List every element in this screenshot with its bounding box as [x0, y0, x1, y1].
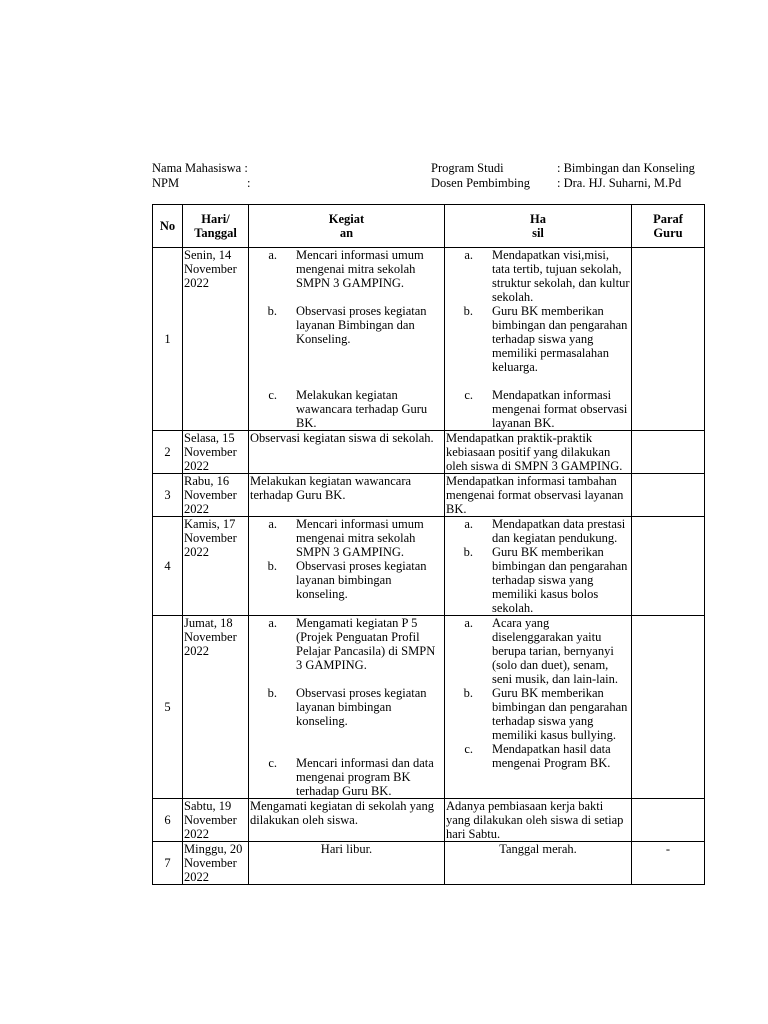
header-hasil: Ha sil	[445, 205, 632, 248]
row-date: Jumat, 18 November 2022	[183, 616, 249, 799]
header-hari-tanggal: Hari/ Tanggal	[183, 205, 249, 248]
row-number: 3	[153, 474, 183, 517]
list-item: a. Acara yang diselenggarakan yaitu berupa tarian, bernyanyi (solo dan duet), senam, seni musik, dan lain-lain.	[464, 616, 619, 686]
table-row	[153, 431, 705, 474]
row-paraf	[632, 799, 705, 842]
row-date: Sabtu, 19 November 2022	[183, 799, 249, 842]
row-number: 1	[153, 248, 183, 431]
row-hasil: Mendapatkan praktik-praktik kebiasaan positif yang dilakukan oleh siswa di SMPN 3 GAMPING.	[445, 431, 632, 474]
npm-label: NPM	[152, 176, 180, 190]
row-kegiatan	[249, 616, 445, 799]
table-row	[153, 248, 705, 431]
list-item: b. Observasi proses kegiatan layanan bimbingan konseling.	[267, 559, 427, 601]
list-item: a. Mengamati kegiatan P 5 (Projek Penguatan Profil Pelajar Pancasila) di SMPN 3 GAMPING.	[268, 616, 436, 672]
list-item: c. Mendapatkan hasil data mengenai Program BK.	[464, 742, 611, 770]
row-paraf	[632, 616, 705, 799]
table-row	[153, 616, 705, 799]
row-number: 5	[153, 616, 183, 799]
row-date: Selasa, 15 November 2022	[183, 431, 249, 474]
row-number: 2	[153, 431, 183, 474]
row-kegiatan: Observasi kegiatan siswa di sekolah.	[249, 431, 445, 474]
row-paraf	[632, 474, 705, 517]
program-studi-label: Program Studi	[431, 161, 504, 175]
row-number: 7	[153, 842, 183, 885]
program-studi-value: : Bimbingan dan Konseling	[557, 161, 695, 175]
row-hasil	[445, 616, 632, 799]
header-kegiatan: Kegiat an	[249, 205, 445, 248]
list-item: c. Mendapatkan informasi mengenai format observasi layanan BK.	[464, 388, 628, 430]
list-item: b. Observasi proses kegiatan layanan Bimbingan dan Konseling.	[267, 304, 427, 346]
list-item: b. Guru BK memberikan bimbingan dan pengarahan terhadap siswa yang memiliki kasus bolos sekolah.	[463, 545, 628, 615]
npm-colon: :	[247, 176, 251, 190]
row-number: 4	[153, 517, 183, 616]
row-date: Minggu, 20 November 2022	[183, 842, 249, 885]
nama-mahasiswa-label: Nama Mahasiswa :	[152, 161, 248, 175]
list-item: a. Mencari informasi umum mengenai mitra sekolah SMPN 3 GAMPING.	[268, 248, 424, 290]
row-kegiatan	[249, 248, 445, 431]
list-item: a. Mendapatkan visi,misi, tata tertib, tujuan sekolah, struktur sekolah, dan kultur sekolah.	[464, 248, 630, 304]
list-item: a. Mendapatkan data prestasi dan kegiatan pendukung.	[464, 517, 626, 545]
row-hasil: Tanggal merah.	[445, 842, 632, 885]
header-paraf-guru: Paraf Guru	[632, 205, 705, 248]
row-paraf	[632, 517, 705, 616]
row-hasil	[445, 517, 632, 616]
row-paraf: -	[632, 842, 705, 885]
list-item: a. Mencari informasi umum mengenai mitra sekolah SMPN 3 GAMPING.	[268, 517, 424, 559]
activity-log-table	[152, 204, 705, 885]
table-header-row	[153, 205, 705, 248]
row-kegiatan: Hari libur.	[249, 842, 445, 885]
row-hasil	[445, 248, 632, 431]
row-number: 6	[153, 799, 183, 842]
table-row	[153, 799, 705, 842]
row-kegiatan	[249, 517, 445, 616]
table-row	[153, 517, 705, 616]
row-hasil: Adanya pembiasaan kerja bakti yang dilakukan oleh siswa di setiap hari Sabtu.	[445, 799, 632, 842]
row-paraf	[632, 248, 705, 431]
row-kegiatan: Mengamati kegiatan di sekolah yang dilakukan oleh siswa.	[249, 799, 445, 842]
header-no: No	[153, 205, 183, 248]
dosen-pembimbing-label: Dosen Pembimbing	[431, 176, 530, 190]
row-date: Senin, 14 November 2022	[183, 248, 249, 431]
row-date: Rabu, 16 November 2022	[183, 474, 249, 517]
row-paraf	[632, 431, 705, 474]
row-hasil: Mendapatkan informasi tambahan mengenai format observasi layanan BK.	[445, 474, 632, 517]
table-row	[153, 842, 705, 885]
list-item: c. Mencari informasi dan data mengenai program BK terhadap Guru BK.	[268, 756, 434, 798]
list-item: b. Observasi proses kegiatan layanan bimbingan konseling.	[267, 686, 427, 728]
list-item: c. Melakukan kegiatan wawancara terhadap Guru BK.	[268, 388, 428, 430]
row-date: Kamis, 17 November 2022	[183, 517, 249, 616]
dosen-pembimbing-value: : Dra. HJ. Suharni, M.Pd	[557, 176, 682, 190]
row-kegiatan: Melakukan kegiatan wawancara terhadap Guru BK.	[249, 474, 445, 517]
list-item: b. Guru BK memberikan bimbingan dan pengarahan terhadap siswa yang memiliki permasalahan keluarga.	[463, 304, 628, 374]
list-item: b. Guru BK memberikan bimbingan dan pengarahan terhadap siswa yang memiliki kasus bullying.	[463, 686, 628, 742]
table-row	[153, 474, 705, 517]
